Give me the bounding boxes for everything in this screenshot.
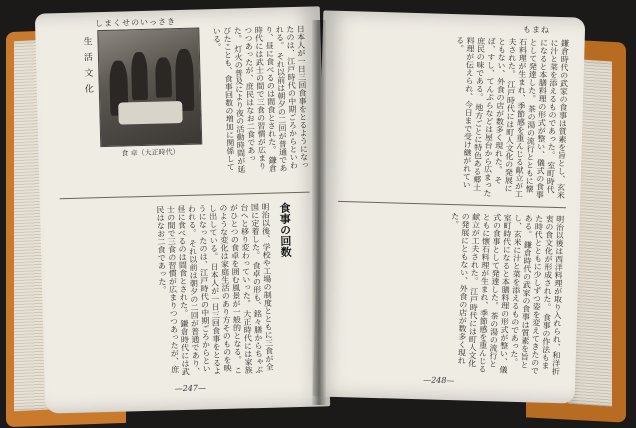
text-column: 明治以後は西洋料理が取り入れられ、和洋折衷の食文化が形成された。 — [542, 214, 565, 376]
right-running-head: もまね — [522, 24, 551, 35]
right-lower-text — [335, 209, 564, 375]
text-column: それ以前は朝夕の二回が普通であり、昼に食べるのは間食とされた。 — [264, 25, 289, 173]
person-figure — [155, 57, 172, 97]
text-column: 日本人が一日三回食事をとるようになったのは、江戸時代の中期ごろからといわれる。 — [275, 24, 309, 170]
person-figure — [131, 52, 148, 100]
text-column: 室町時代になると本膳料理の形式が整い、儀式の食事として発達した。 — [527, 38, 556, 199]
book-spine — [312, 20, 326, 405]
text-column: 食事の作法もまた時代とともに少しずつ姿を変えてきたのである。 — [523, 214, 552, 375]
right-page — [313, 10, 586, 403]
text-column: 鎌倉時代の武家の食事は質素を旨とし、玄米に汁と菜を添えるものであった。 — [546, 38, 570, 200]
text-column: 食卓の形も、銘々膳からちゃぶ台へと移り変わっていった。 — [239, 203, 264, 374]
text-column: 鎌倉時代の武家の食事は質素を旨とし、玄米に汁と菜を添えるものであった。 — [509, 213, 533, 369]
left-page — [35, 6, 330, 413]
right-page-number: —248— — [423, 375, 455, 386]
text-column: 明治以後、学校や工場の制度とともに三食が全国に定着した。 — [250, 202, 275, 371]
column-rule — [338, 201, 566, 208]
right-upper-text — [340, 33, 569, 199]
left-lower-text — [60, 203, 275, 383]
text-column: このような変化は家庭生活のあり方そのものを映し出している。 — [208, 203, 243, 375]
left-page-number: —247— — [174, 383, 207, 394]
dining-table — [118, 101, 183, 125]
text-column: 日本人が一日三回食事をとるようになったのは、江戸時代の中期ごろからといわれる。 — [187, 204, 222, 375]
left-side-heading: 生 活 文 化 — [81, 36, 93, 96]
text-column: 鎌倉時代には武士の間で三食の習慣が広まりつつあったが、庶民はなお二食であった。 — [155, 205, 191, 376]
text-column: 地方ごとに特色ある郷土料理が伝えられ、今日まで受け継がれている。 — [455, 36, 484, 192]
text-column: 室町時代になると本膳料理の形式が整い、儀式の食事として発達した。 — [490, 213, 513, 374]
left-upper-text — [205, 25, 309, 178]
text-column: 灯火の普及により夜の活動時間が延びたことも、食事回数の増加に関係している。 — [212, 26, 247, 174]
text-column: 茶の湯の流行とともに懐石料理が生まれ、季節感を重んじる献立が工夫された。 — [469, 212, 500, 374]
dining-photo — [97, 27, 202, 147]
text-column: 茶の湯の流行とともに懐石料理が生まれ、季節感を重んじる献立が工夫された。 — [507, 37, 537, 199]
text-column: 大正時代には家族がひとつの食卓を囲む風景が一般的となる。 — [229, 203, 254, 374]
text-column: 鎌倉時代には武士の間で三食の習慣が広まりつつあったが、庶民はなお二食であった。 — [233, 25, 278, 173]
text-column: それ以前は朝夕の二回が普通であり、昼に食べるのは間食とされた。 — [176, 204, 201, 376]
text-column: 江戸時代には町人文化の発展にともない、外食の店が数多く現れた。 — [450, 212, 479, 368]
text-column: そば、すし、てんぷらなどは屋台から広まった庶民の味である。 — [474, 36, 503, 198]
photo-caption: 食 卓（大正時代） — [121, 148, 180, 158]
text-column: 江戸時代には町人文化の発展にともない、外食の店が数多く現れた。 — [493, 37, 517, 193]
left-running-head: しまくせのいっさき — [94, 17, 177, 29]
column-rule — [60, 192, 310, 200]
section-heading: 食事の回数 — [277, 202, 293, 258]
